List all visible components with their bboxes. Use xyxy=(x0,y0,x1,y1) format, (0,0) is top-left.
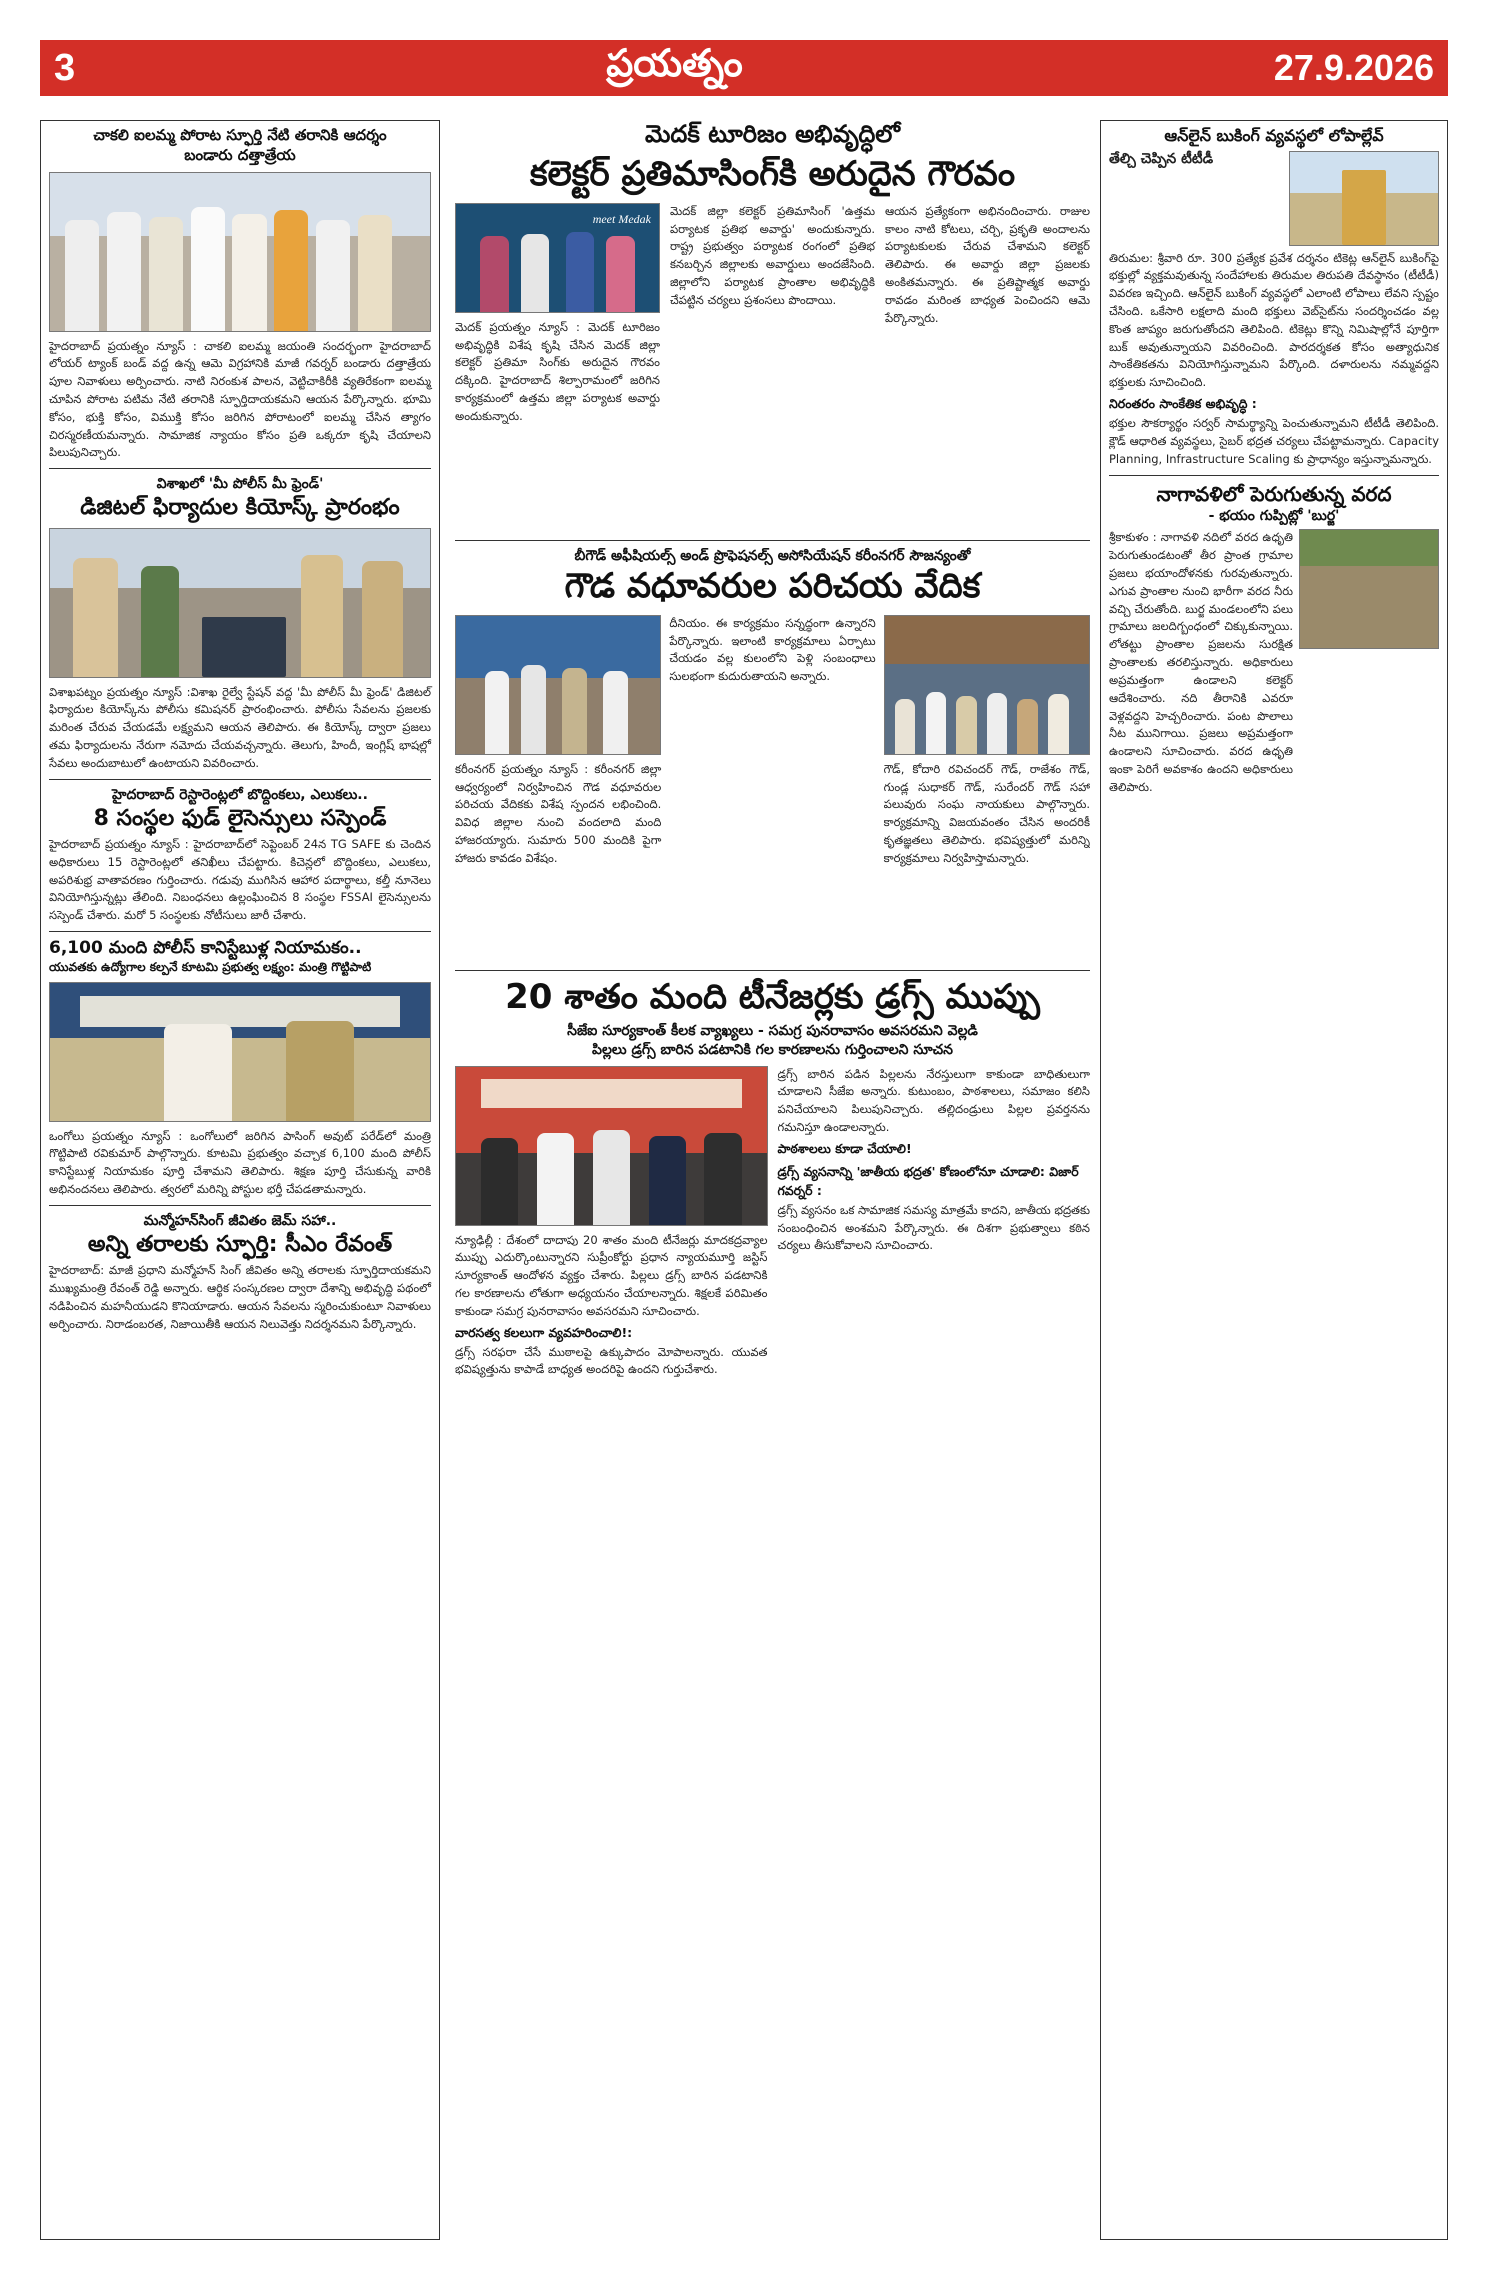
flood-river-photo xyxy=(1299,529,1439,649)
medak-tourism-story xyxy=(455,120,1090,530)
story2-body-c: గౌడ్, కోదారి రవిచందర్ గౌడ్, రాజేశం గౌడ్, గుండ్ల సుధాకర్ గౌడ్, సురేందర్ గౌడ్ సహా పలువురు సంఘ నాయకులు పాల్గొన్నారు. కార్యక్రమాన్ని విజయవంతం చేసిన అందరికీ కృతజ్ఞతలు తెలిపారు. భవిష్యత్తులో మరిన్ని కార్యక్రమాలు నిర్వహిస్తామన్నారు. xyxy=(883,761,1090,865)
right-article1-byline: తేల్చి చెప్పిన టీటీడీ xyxy=(1109,150,1214,167)
story1-body-a: మెదక్ ప్రయత్నం న్యూస్ : మెదక్ టూరిజం అభివృద్ధికి విశేష కృషి చేసిన మెదక్ జిల్లా కలెక్టర్ ప్రతిమా సింగ్‌కు అరుదైన గౌరవం దక్కింది. హైదరాబాద్ శిల్పారామంలో జరిగిన కార్యక్రమంలో ఉత్తమ జిల్లా పర్యాటక అవార్డు అందుకున్నారు. xyxy=(455,319,660,423)
kiosk-launch-photo xyxy=(49,528,431,678)
story3-body-a: న్యూఢిల్లీ : దేశంలో దాదాపు 20 శాతం మంది టీనేజర్లు మాదకద్రవ్యాల ముప్పు ఎదుర్కొంటున్నారని సుప్రీంకోర్టు ప్రధాన న్యాయమూర్తి జస్టిస్ సూర్యకాంత్ ఆందోళన వ్యక్తం చేశారు. పిల్లలు డ్రగ్స్ బారిన పడటానికి గల కారణాలను లోతుగా అధ్యయనం చేయాలన్నారు. శిక్షలకే పరిమితం కాకుండా సమగ్ర పునరావాసం అవసరమని సూచించారు. xyxy=(455,1232,768,1318)
passing-out-parade-photo xyxy=(49,982,431,1122)
right-article1-body2: భక్తుల సౌకర్యార్థం సర్వర్ సామర్థ్యాన్ని పెంచుతున్నామని టీటీడీ తెలిపింది. క్లౌడ్ ఆధారిత వ్యవస్థలు, సైబర్ భద్రత చర్యలు చేపట్టామన్నారు. Capacity Planning, Infrastructure Scaling కు ప్రాధాన్యం ఇస్తున్నామన్నారు. xyxy=(1109,416,1439,466)
story2-body-b: కరీంనగర్ ప్రయత్నం న్యూస్ : కరీంనగర్ జిల్లా ఆధ్వర్యంలో నిర్వహించిన గౌడ వధూవరుల పరిచయ వేదికకు విశేష స్పందన లభించింది. వివిధ జిల్లాల నుంచి వందలాది మంది హాజరయ్యారు. సుమారు 500 మందికి పైగా హాజరు కావడం విశేషం. xyxy=(455,761,662,865)
article2-body: విశాఖపట్నం ప్రయత్నం న్యూస్ :విశాఖ రైల్వే స్టేషన్ వద్ద 'మీ పోలీస్ మీ ఫ్రెండ్' డిజిటల్ ఫిర్యాదుల కియోస్క్‌ను పోలీసు కమిషనర్ ప్రారంభించారు. పోలీసు సేవలను ప్రజలకు మరింత చేరువ చేయడమే లక్ష్యమని ఆయన తెలిపారు. ఈ కియోస్క్ ద్వారా ప్రజలు తమ ఫిర్యాదులను నేరుగా నమోదు చేయవచ్చన్నారు. తెలుగు, హిందీ, ఇంగ్లిష్ భాషల్లో సేవలు అందుబాటులో ఉంటాయని వివరించారు. xyxy=(49,684,431,770)
article5-kicker: మన్మోహన్‌సింగ్ జీవితం జెమ్ సహా.. xyxy=(143,1212,337,1229)
story1-kicker: మెదక్ టూరిజం అభివృద్ధిలో xyxy=(644,120,900,148)
middle-column xyxy=(455,120,1090,2240)
gouda-matrimony-story xyxy=(455,540,1090,960)
divider xyxy=(49,779,431,780)
story2-heading: గౌడ వధూవరుల పరిచయ వేదిక xyxy=(564,565,981,606)
story3-sub2: పిల్లలు డ్రగ్స్ బారిన పడటానికి గల కారణాలను గుర్తించాలని సూచన xyxy=(592,1041,953,1058)
right-article2-body: శ్రీకాకుళం : నాగావళి నదిలో వరద ఉధృతి పెరుగుతుండటంతో తీర ప్రాంత గ్రామాల ప్రజలు భయాందోళనకు గురవుతున్నారు. ఎగువ ప్రాంతాల నుంచి భారీగా వరద నీరు వచ్చి చేరుతోంది. బుర్జ మండలంలోని పలు గ్రామాలు జలదిగ్బంధంలో చిక్కుకున్నాయి. లోతట్టు ప్రాంతాల ప్రజలను సురక్షిత ప్రాంతాలకు తరలిస్తున్నారు. అధికారులు అప్రమత్తంగా ఉండాలని కలెక్టర్ ఆదేశించారు. నది తీరానికి ఎవరూ వెళ్లవద్దని హెచ్చరించారు. పంట పొలాలు నీట మునిగాయి. ప్రజలు అప్రమత్తంగా ఉండాలని సూచించారు. వరద ఉధృతి ఇంకా పెరిగే అవకాశం ఉందని అధికారులు తెలిపారు. xyxy=(1109,530,1293,794)
right-article1-heading: ఆన్‌లైన్ బుకింగ్ వ్యవస్థలో లోపాల్లేవ్ xyxy=(1164,126,1384,145)
article2-kicker: విశాఖలో 'మీ పోలీస్ మీ ఫ్రెండ్' xyxy=(156,476,324,493)
newspaper-title: ప్రయత్నం xyxy=(606,41,743,85)
story3-body-d: డ్రగ్స్ సరఫరా చేసే ముఠాలపై ఉక్కుపాదం మోపాలన్నారు. యువత భవిష్యత్తును కాపాడే బాధ్యత అందరిపై ఉందని గుర్తుచేశారు. xyxy=(455,1344,768,1377)
story3-heading: 20 శాతం మంది టీనేజర్లకు డ్రగ్స్ ముప్పు xyxy=(505,977,1040,1017)
story3-sub1: సీజేఐ సూర్యకాంత్ కీలక వ్యాఖ్యలు - సమగ్ర పునరావాసం అవసరమని వెల్లడి xyxy=(567,1022,978,1039)
divider xyxy=(49,931,431,932)
article4-subheading: యువతకు ఉద్యోగాల కల్పనే కూటమి ప్రభుత్వ లక్ష్యం: మంత్రి గొట్టిపాటి xyxy=(49,960,372,975)
ailamma-event-photo xyxy=(49,172,431,332)
issue-date: 27.9.2026 xyxy=(1273,47,1434,88)
photo-caption: meet Medak xyxy=(592,211,651,226)
drugs-story xyxy=(455,970,1090,2240)
story3-body-b: డ్రగ్స్ బారిన పడిన పిల్లలను నేరస్తులుగా కాకుండా బాధితులుగా చూడాలని సీజేఐ అన్నారు. కుటుంబం, పాఠశాలలు, సమాజం కలిసి పనిచేయాలని పిలుపునిచ్చారు. తల్లిదండ్రులు పిల్లల ప్రవర్తనను గమనిస్తూ ఉండాలన్నారు. xyxy=(777,1066,1090,1135)
tirumala-temple-photo xyxy=(1289,151,1439,246)
story1-body-b: మెదక్ జిల్లా కలెక్టర్ ప్రతిమాసింగ్ 'ఉత్తమ పర్యాటక ప్రతిభ అవార్డు' అందుకున్నారు. రాష్ట్ర ప్రభుత్వం పర్యాటక రంగంలో ప్రతిభ కనబర్చిన జిల్లాలకు అవార్డులు అందజేసింది. జిల్లాలోని పర్యాటక ప్రాంతాల అభివృద్ధికి చేపట్టిన చర్యలు ప్రశంసలు పొందాయి. xyxy=(670,203,875,307)
audience-photo xyxy=(884,615,1090,755)
story2-body-a: దీనియం. ఈ కార్యక్రమం సన్నద్ధంగా ఉన్నారని పేర్కొన్నారు. ఇలాంటి కార్యక్రమాలు ఏర్పాటు చేయడం వల్ల కులంలోని పెళ్లి సంబంధాలు సులభంగా కుదురుతాయని అన్నారు. xyxy=(669,615,876,684)
divider xyxy=(49,1205,431,1206)
article1-heading: చాకలి ఐలమ్మ పోరాట స్ఫూర్తి నేటి తరానికి ఆదర్శం xyxy=(93,126,387,144)
article1-byline: బండారు దత్తాత్రేయ xyxy=(184,146,296,165)
article5-heading: అన్ని తరాలకు స్ఫూర్తి: సీఎం రేవంత్ xyxy=(87,1231,393,1257)
story1-body-c: ఆయన ప్రత్యేకంగా అభినందించారు. రాజుల కాలం నాటి కోటలు, చర్చి, ప్రకృతి అందాలను పర్యాటకులకు చేరువ చేశామని కలెక్టర్ తెలిపారు. ఈ అవార్డు జిల్లా ప్రజలకు అంకితమన్నారు. ఈ ప్రతిష్టాత్మక అవార్డు రావడం మరింత బాధ్యత పెంచిందని ఆమె పేర్కొన్నారు. xyxy=(885,203,1090,325)
cji-event-photo xyxy=(455,1066,768,1226)
left-column xyxy=(40,120,440,2240)
story3-body-c: డ్రగ్స్ వ్యసనం ఒక సామాజిక సమస్య మాత్రమే కాదని, జాతీయ భద్రతకు సంబంధించిన అంశమని పేర్కొన్నారు. ఈ దిశగా ప్రభుత్వాలు కఠిన చర్యలు తీసుకోవాలని సూచించారు. xyxy=(777,1202,1090,1253)
story3-subhead-c: వారసత్వ కలలుగా వ్యవహరించాలి!: xyxy=(455,1324,633,1340)
article4-body: ఒంగోలు ప్రయత్నం న్యూస్ : ఒంగోలులో జరిగిన పాసింగ్ అవుట్ పరేడ్‌లో మంత్రి గొట్టిపాటి రవికుమార్ పాల్గొన్నారు. కూటమి ప్రభుత్వం వచ్చాక 6,100 మంది పోలీస్ కానిస్టేబుళ్ల నియామకం పూర్తి చేశామని తెలిపారు. శిక్షణ పూర్తి చేసుకున్న వారికి అభినందనలు తెలిపారు. త్వరలో మరిన్ని పోస్టుల భర్తీ చేపడతామన్నారు. xyxy=(49,1128,431,1196)
divider xyxy=(49,468,431,469)
right-article2-heading: నాగావళిలో పెరుగుతున్న వరద xyxy=(1156,481,1392,506)
divider xyxy=(1109,475,1439,476)
story3-subhead-a: పాఠశాలలు కూడా చేయాలి! xyxy=(777,1140,912,1156)
story1-heading: కలెక్టర్ ప్రతిమాసింగ్‌కి అరుదైన గౌరవం xyxy=(529,154,1016,194)
right-column xyxy=(1100,120,1448,2240)
award-ceremony-photo xyxy=(455,203,660,313)
article3-kicker: హైదరాబాద్ రెస్టారెంట్లలో బొద్దింకలు, ఎలుకలు.. xyxy=(112,786,368,803)
right-article1-subhead: నిరంతరం సాంకేతిక అభివృద్ధి : xyxy=(1109,396,1257,412)
article5-body: హైదరాబాద్: మాజీ ప్రధాని మన్మోహన్ సింగ్ జీవితం అన్ని తరాలకు స్ఫూర్తిదాయకమని ముఖ్యమంత్రి రేవంత్ రెడ్డి అన్నారు. ఆర్థిక సంస్కరణల ద్వారా దేశాన్ని అభివృద్ధి పథంలో నడిపించిన మహనీయుడని కొనియాడారు. ఆయన సేవలను స్మరించుకుంటూ నివాళులు అర్పించారు. నిరాడంబరత, నిజాయితీకి ఆయన నిలువెత్తు నిదర్శనమని పేర్కొన్నారు. xyxy=(49,1263,431,1331)
article3-heading: 8 సంస్థల ఫుడ్ లైసెన్సులు సస్పెండ్ xyxy=(93,805,387,831)
masthead xyxy=(40,40,1448,96)
article3-body: హైదరాబాద్ ప్రయత్నం న్యూస్ : హైదరాబాద్‌లో సెప్టెంబర్ 24న TG SAFE కు చెందిన అధికారులు 15 రెస్టారెంట్లలో తనిఖీలు చేపట్టారు. కిచెన్లలో బొద్దింకలు, ఎలుకలు, అపరిశుభ్ర వాతావరణం గుర్తించారు. గడువు ముగిసిన ఆహార పదార్థాలు, కల్తీ నూనెలు వినియోగిస్తున్నట్లు తేలింది. నిబంధనలు ఉల్లంఘించిన 8 సంస్థల FSSAI లైసెన్సులను సస్పెండ్ చేశారు. మరో 5 సంస్థలకు నోటీసులు జారీ చేశారు. xyxy=(49,837,431,923)
page-number: 3 xyxy=(54,46,76,89)
right-article1-body: తిరుమల: శ్రీవారి రూ. 300 ప్రత్యేక ప్రవేశ దర్శనం టికెట్ల ఆన్‌లైన్ బుకింగ్‌పై భక్తుల్లో వ్యక్తమవుతున్న సందేహాలకు తిరుమల తిరుపతి దేవస్థానం (టీటీడీ) వివరణ ఇచ్చింది. ఆన్‌లైన్ బుకింగ్ వ్యవస్థలో ఎలాంటి లోపాలు లేవని స్పష్టం చేసింది. ఒకేసారి లక్షలాది మంది భక్తులు వెబ్‌సైట్‌ను సందర్శించడం వల్ల కొంత జాప్యం జరుగుతోందని తెలిపింది. టికెట్లు కొన్ని నిమిషాల్లోనే పూర్తిగా బుక్ అవుతున్నాయని వివరించింది. పారదర్శకత కోసం అత్యాధునిక సాంకేతికతను వినియోగిస్తున్నామని పేర్కొంది. దళారులను నమ్మవద్దని భక్తులకు సూచించింది. xyxy=(1109,250,1439,390)
story2-kicker: బీగౌడ్ అఫీషియల్స్ అండ్ ప్రొఫెషనల్స్ అసోసియేషన్ కరీంనగర్ సౌజన్యంతో xyxy=(574,548,971,564)
right-article2-subheading: - భయం గుప్పిట్లో 'బుర్జ' xyxy=(1208,507,1340,524)
article4-heading: 6,100 మంది పోలీస్ కానిస్టేబుళ్ల నియామకం.. xyxy=(49,938,362,959)
story3-subhead-b: డ్రగ్స్ వ్యసనాన్ని 'జాతీయ భద్రత' కోణంలోనూ చూడాలి: విజార్ గవర్నర్ : xyxy=(777,1163,1079,1198)
event-stage-photo xyxy=(455,615,661,755)
article2-heading: డిజిటల్ ఫిర్యాదుల కియోస్క్‌ ప్రారంభం xyxy=(80,495,400,521)
article1-body: హైదరాబాద్ ప్రయత్నం న్యూస్ : చాకలి ఐలమ్మ జయంతి సందర్భంగా హైదరాబాద్ లోయర్ ట్యాంక్ బండ్ వద్ద ఉన్న ఆమె విగ్రహానికి మాజీ గవర్నర్ బండారు దత్తాత్రేయ పూల నివాళులు అర్పించారు. నాటి నిరంకుశ పాలన, వెట్టిచాకిరీకి వ్యతిరేకంగా ఐలమ్మ చూపిన పోరాట పటిమ నేటి తరానికి స్ఫూర్తిదాయకమని ఆయన పేర్కొన్నారు. భూమి కోసం, భుక్తి కోసం, విముక్తి కోసం జరిగిన పోరాటంలో ఐలమ్మ చేసిన త్యాగం చిరస్మరణీయమన్నారు. సామాజిక న్యాయం కోసం ప్రతి ఒక్కరూ కృషి చేయాలని పిలుపునిచ్చారు. xyxy=(49,338,431,460)
